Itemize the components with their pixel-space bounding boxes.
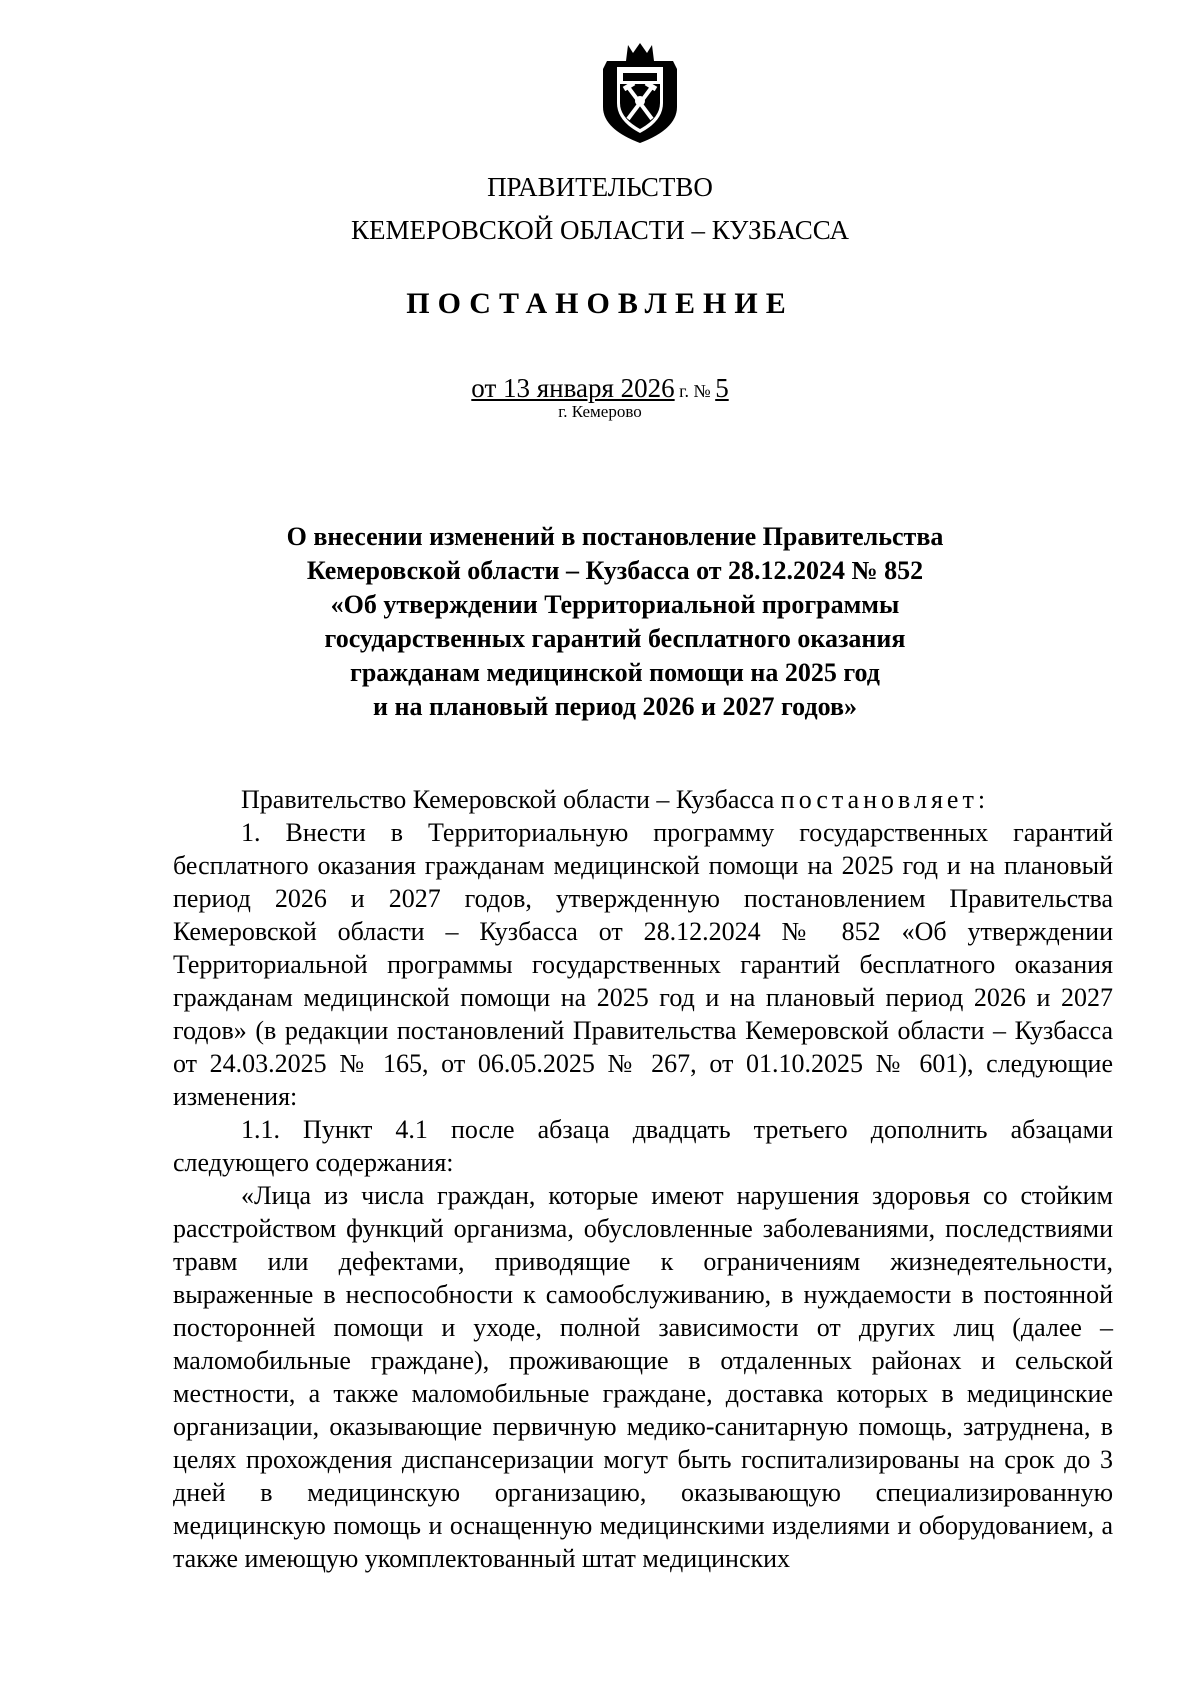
- subject-line: О внесении изменений в постановление Правительства: [286, 522, 944, 551]
- preamble-text: Правительство Кемеровской области – Кузбасса: [241, 785, 781, 814]
- government-line-1: ПРАВИТЕЛЬСТВО: [487, 172, 713, 202]
- preamble-colon: :: [977, 785, 986, 814]
- preamble-paragraph: [173, 783, 1113, 816]
- kuzbass-coat-of-arms-icon: [597, 41, 683, 145]
- item-1-1-paragraph: 1.1. Пункт 4.1 после абзаца двадцать третьего дополнить абзацами следующего содержания:: [173, 1115, 1113, 1177]
- number-sign: №: [693, 381, 716, 401]
- government-line-2: КЕМЕРОВСКОЙ ОБЛАСТИ – КУЗБАССА: [351, 215, 849, 245]
- document-date: от 13 января 2026: [471, 373, 675, 403]
- subject-line: государственных гарантий бесплатного оказания: [324, 624, 906, 653]
- city-name: г. Кемерово: [558, 402, 642, 421]
- year-suffix: г.: [674, 381, 694, 401]
- subject-line: «Об утверждении Территориальной программы: [330, 590, 900, 619]
- document-number: 5: [715, 373, 729, 403]
- subject-line: и на плановый период 2026 и 2027 годов»: [373, 692, 857, 721]
- preamble-verb: постановляет: [780, 785, 978, 814]
- item-1-paragraph: 1. Внести в Территориальную программу государственных гарантий бесплатного оказания гражданам медицинской помощи на 2025 год и на плановый период 2026 и 2027 годов, утвержденную постановлением Правительства Кемеровской области – Кузбасса от 28.12.2024 № 852 «Об утверждении Территориальной программы государственных гарантий бесплатного оказания гражданам медицинской помощи на 2025 год и на плановый период 2026 и 2027 годов» (в редакции постановлений Правительства Кемеровской области – Кузбасса от 24.03.2025 № 165, от 06.05.2025 № 267, от 01.10.2025 № 601), следующие изменения:: [173, 818, 1113, 1111]
- document-subject: [230, 520, 1000, 724]
- quoted-paragraph: «Лица из числа граждан, которые имеют нарушения здоровья со стойким расстройством функций организма, обусловленные заболеваниями, последствиями травм или дефектами, приводящие к ограничениям жизнедеятельности, выраженные в неспособности к самообслуживанию, в нуждаемости в постоянной посторонней помощи и уходе, полной зависимости от других лиц (далее – маломобильные граждане), проживающие в отдаленных районах и сельской местности, а также маломобильные граждане, доставка которых в медицинские организации, оказывающие первичную медико-санитарную помощь, затруднена, в целях прохождения диспансеризации могут быть госпитализированы на срок до 3 дней в медицинскую организацию, оказывающую специализированную медицинскую помощь и оснащенную медицинскими изделиями и оборудованием, а также имеющую укомплектованный штат медицинских: [173, 1181, 1113, 1573]
- subject-line: гражданам медицинской помощи на 2025 год: [350, 658, 880, 687]
- document-body: [173, 783, 1113, 1575]
- subject-line: Кемеровской области – Кузбасса от 28.12.2024 № 852: [306, 556, 924, 585]
- document-type-title: ПОСТАНОВЛЕНИЕ: [406, 287, 794, 320]
